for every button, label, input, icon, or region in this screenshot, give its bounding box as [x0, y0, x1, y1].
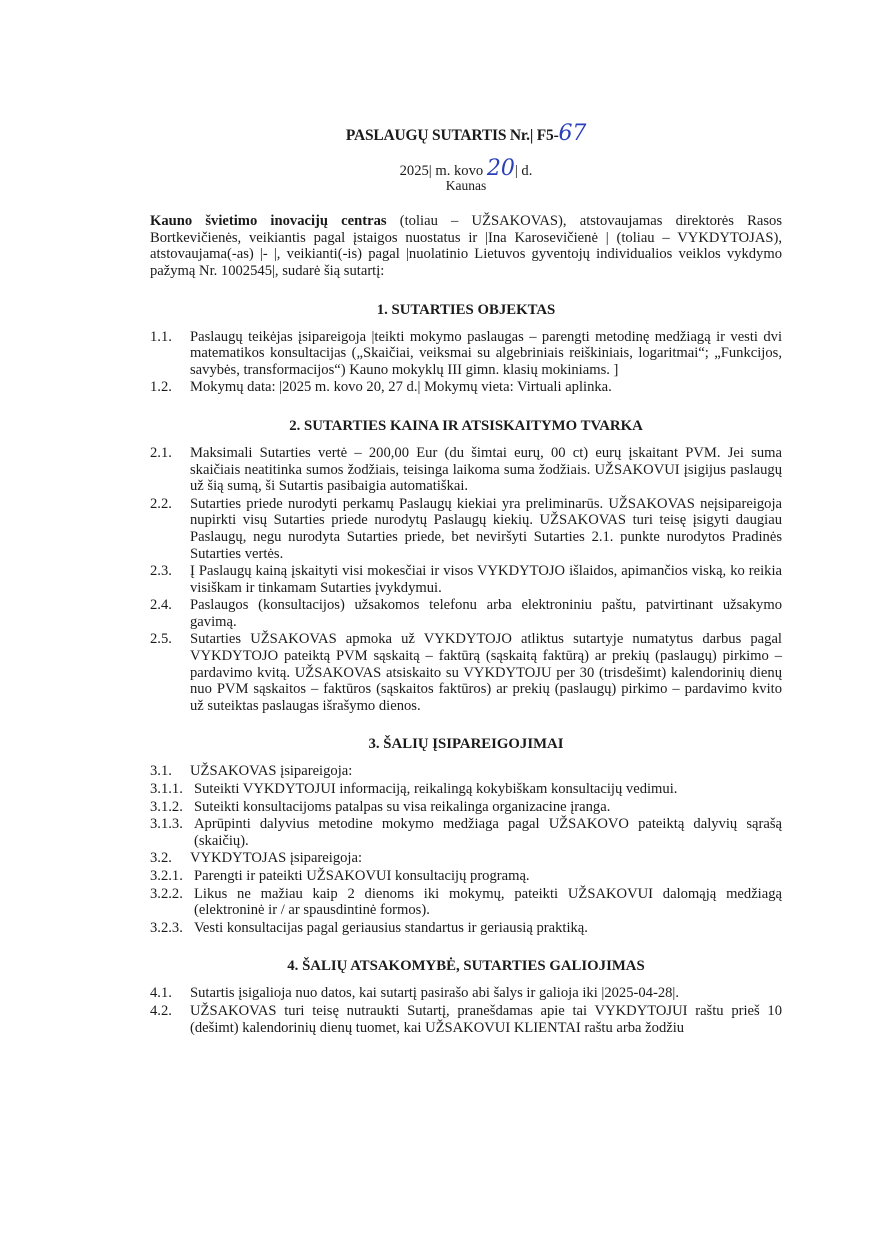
clause — [150, 868, 782, 885]
clause-text: Maksimali Sutarties vertė – 200,00 Eur (du šimtai eurų, 00 ct) eurų įskaitant PVM. Jei suma skaičiais neatitinka sumos žodžiais, teisinga laikoma suma žodžiais. UŽSAKOVUI įsigijus paslaugų už šią sumą, ši Sutartis pasibaigia automatiškai. — [190, 444, 782, 495]
clause — [150, 379, 782, 396]
party-name: Kauno švietimo inovacijų centras — [150, 213, 387, 230]
contract-date — [150, 155, 782, 181]
intro-text: (toliau – UŽSAKOVAS), atstovaujamas direktorės Rasos Bortkevičienės, veikiantis pagal įstaigos nuostatus ir |Ina Karosevičienė | (toliau – VYKDYTOJAS), atstovaujama(-as) |- |, veikianti(-is) pagal |nuolatinio Lietuvos gyventojų individualios veiklos vykdymo pažymą Nr. 1002545|, sudarė šią sutartį: — [150, 213, 782, 279]
clause — [150, 329, 782, 379]
clause-number: 1.1. — [150, 328, 172, 345]
clause-text: Paslaugos (konsultacijos) užsakomos telefonu arba elektroniniu paštu, patvirtinant užsakymo gavimą. — [190, 597, 782, 630]
clause — [150, 781, 782, 798]
handwritten-contract-number: 67 — [558, 121, 587, 146]
title-text: PASLAUGŲ SUTARTIS Nr.| F5- — [345, 127, 559, 144]
clause — [150, 496, 782, 562]
clause-text: UŽSAKOVAS turi teisę nutraukti Sutartį, pranešdamas apie tai VYKDYTOJUI raštu prieš 10 (dešimt) kalendorinių dienų tuomet, kai UŽSAKOVUI KLIENTAI raštu arba žodžiu — [190, 1002, 782, 1036]
clause-text: Vesti konsultacijas pagal geriausius standartus ir geriausią praktiką. — [194, 919, 588, 936]
clause — [150, 985, 782, 1002]
clause-text: Sutarties priede nurodyti perkamų Paslaugų kiekiai yra preliminarūs. UŽSAKOVAS neįsipareigoja nupirkti visų Sutarties priede nurodytų Paslaugų kiekių. UŽSAKOVAS turi teisę įsigyti daugiau Paslaugų, negu nurodyta Sutarties priede, bet neviršyti Sutarties 2.1. punkte nurodytos Pradinės Sutarties vertės. — [190, 495, 782, 562]
clause-number: 3.1.1. — [150, 781, 183, 798]
clause-text: UŽSAKOVAS įsipareigoja: — [190, 763, 353, 780]
section-heading: 3. ŠALIŲ ĮSIPAREIGOJIMAI — [368, 736, 564, 753]
clause — [150, 816, 782, 849]
clause-text: Aprūpinti dalyvius metodine mokymo medžiaga pagal UŽSAKOVO pateiktą dalyvių sąrašą (skaičių). — [194, 816, 782, 849]
clause-number: 4.2. — [150, 1002, 172, 1019]
clause-number: 2.2. — [150, 495, 172, 512]
clause-number: 3.2. — [150, 850, 172, 867]
clause — [150, 886, 782, 919]
clause-text: Suteikti konsultacijoms patalpas su visa reikalinga organizacine įranga. — [194, 798, 611, 815]
clause-text: Sutarties UŽSAKOVAS apmoka už VYKDYTOJO atliktus sutartyje numatytus darbus pagal VYKDYTOJO pateiktą PVM sąskaitą – faktūrą (sąskaitą faktūrą) ar prekių (paslaugų) pirkimo – pardavimo kvitą. UŽSAKOVAS atsiskaito su VYKDYTOJU per 30 (trisdešimt) kalendorinių dienų nuo PVM sąskaitos – faktūros (sąskaitos faktūros) ar prekių (paslaugų) pirkimo – pardavimo kvito už suteiktas paslaugas išrašymo dienos. — [190, 631, 782, 714]
section-heading: 1. SUTARTIES OBJEKTAS — [376, 301, 556, 318]
intro-paragraph — [150, 213, 782, 279]
clause-text: Parengti ir pateikti UŽSAKOVUI konsultacijų programą. — [194, 868, 530, 884]
clause-number: 2.4. — [150, 597, 172, 614]
clause — [150, 597, 782, 630]
clause-number: 2.3. — [150, 563, 172, 580]
contract-title — [150, 121, 782, 146]
clause — [150, 763, 782, 780]
contract-page — [150, 121, 782, 1037]
clause — [150, 631, 782, 714]
clause-text: VYKDYTOJAS įsipareigoja: — [190, 850, 363, 867]
clause — [150, 799, 782, 816]
section-heading: 2. SUTARTIES KAINA IR ATSISKAITYMO TVARKA — [289, 417, 643, 434]
clause — [150, 445, 782, 495]
clause-number: 1.2. — [150, 379, 172, 396]
clause-text: Likus ne mažiau kaip 2 dienoms iki mokymų, pateikti UŽSAKOVUI dalomąją medžiagą (elektroninė ir / ar spausdintinė formos). — [194, 885, 782, 919]
clause-text: Suteikti VYKDYTOJUI informaciją, reikalingą kokybiškam konsultacijų vedimui. — [194, 781, 678, 798]
clause-text: Paslaugų teikėjas įsipareigoja |teikti mokymo paslaugas – parengti metodinę medžiagą ir vesti dvi matematikos konsultacijas („Skaičiai, veiksmai su algebriniais reiškiniais, logaritmai“; „Funkcijos, savybės, transformacijos“) Kauno mokyklų III gimn. klasių mokiniams. ] — [190, 328, 782, 378]
clause-number: 3.1.3. — [150, 816, 183, 833]
clause — [150, 1003, 782, 1036]
clause-number: 4.1. — [150, 985, 172, 1002]
contract-city: Kaunas — [445, 178, 487, 194]
clause-number: 2.1. — [150, 444, 172, 461]
clause-number: 3.1. — [150, 763, 172, 780]
clause — [150, 563, 782, 596]
section-heading: 4. ŠALIŲ ATSAKOMYBĖ, SUTARTIES GALIOJIMAS — [287, 958, 645, 975]
clause-number: 2.5. — [150, 631, 172, 648]
clause-number: 3.2.2. — [150, 885, 183, 902]
handwritten-day: 20 — [486, 155, 515, 181]
clause-number: 3.1.2. — [150, 798, 183, 815]
date-text: 2025| m. kovo — [399, 162, 487, 179]
clause — [150, 920, 782, 937]
clause-number: 3.2.3. — [150, 919, 183, 936]
clause-number: 3.2.1. — [150, 868, 183, 884]
sections — [150, 302, 782, 1037]
clause-text: Mokymų data: |2025 m. kovo 20, 27 d.| Mokymų vieta: Virtuali aplinka. — [190, 379, 612, 396]
clause — [150, 850, 782, 867]
clause-text: Sutartis įsigalioja nuo datos, kai sutartį pasirašo abi šalys ir galioja iki |2025-04-28|. — [190, 985, 679, 1002]
date-suffix: | d. — [514, 162, 533, 179]
clause-text: Į Paslaugų kainą įskaityti visi mokesčiai ir visos VYKDYTOJO išlaidos, apimančios viską, ko reikia visiškam ir tinkamam Sutarties įvykdymui. — [190, 563, 782, 596]
